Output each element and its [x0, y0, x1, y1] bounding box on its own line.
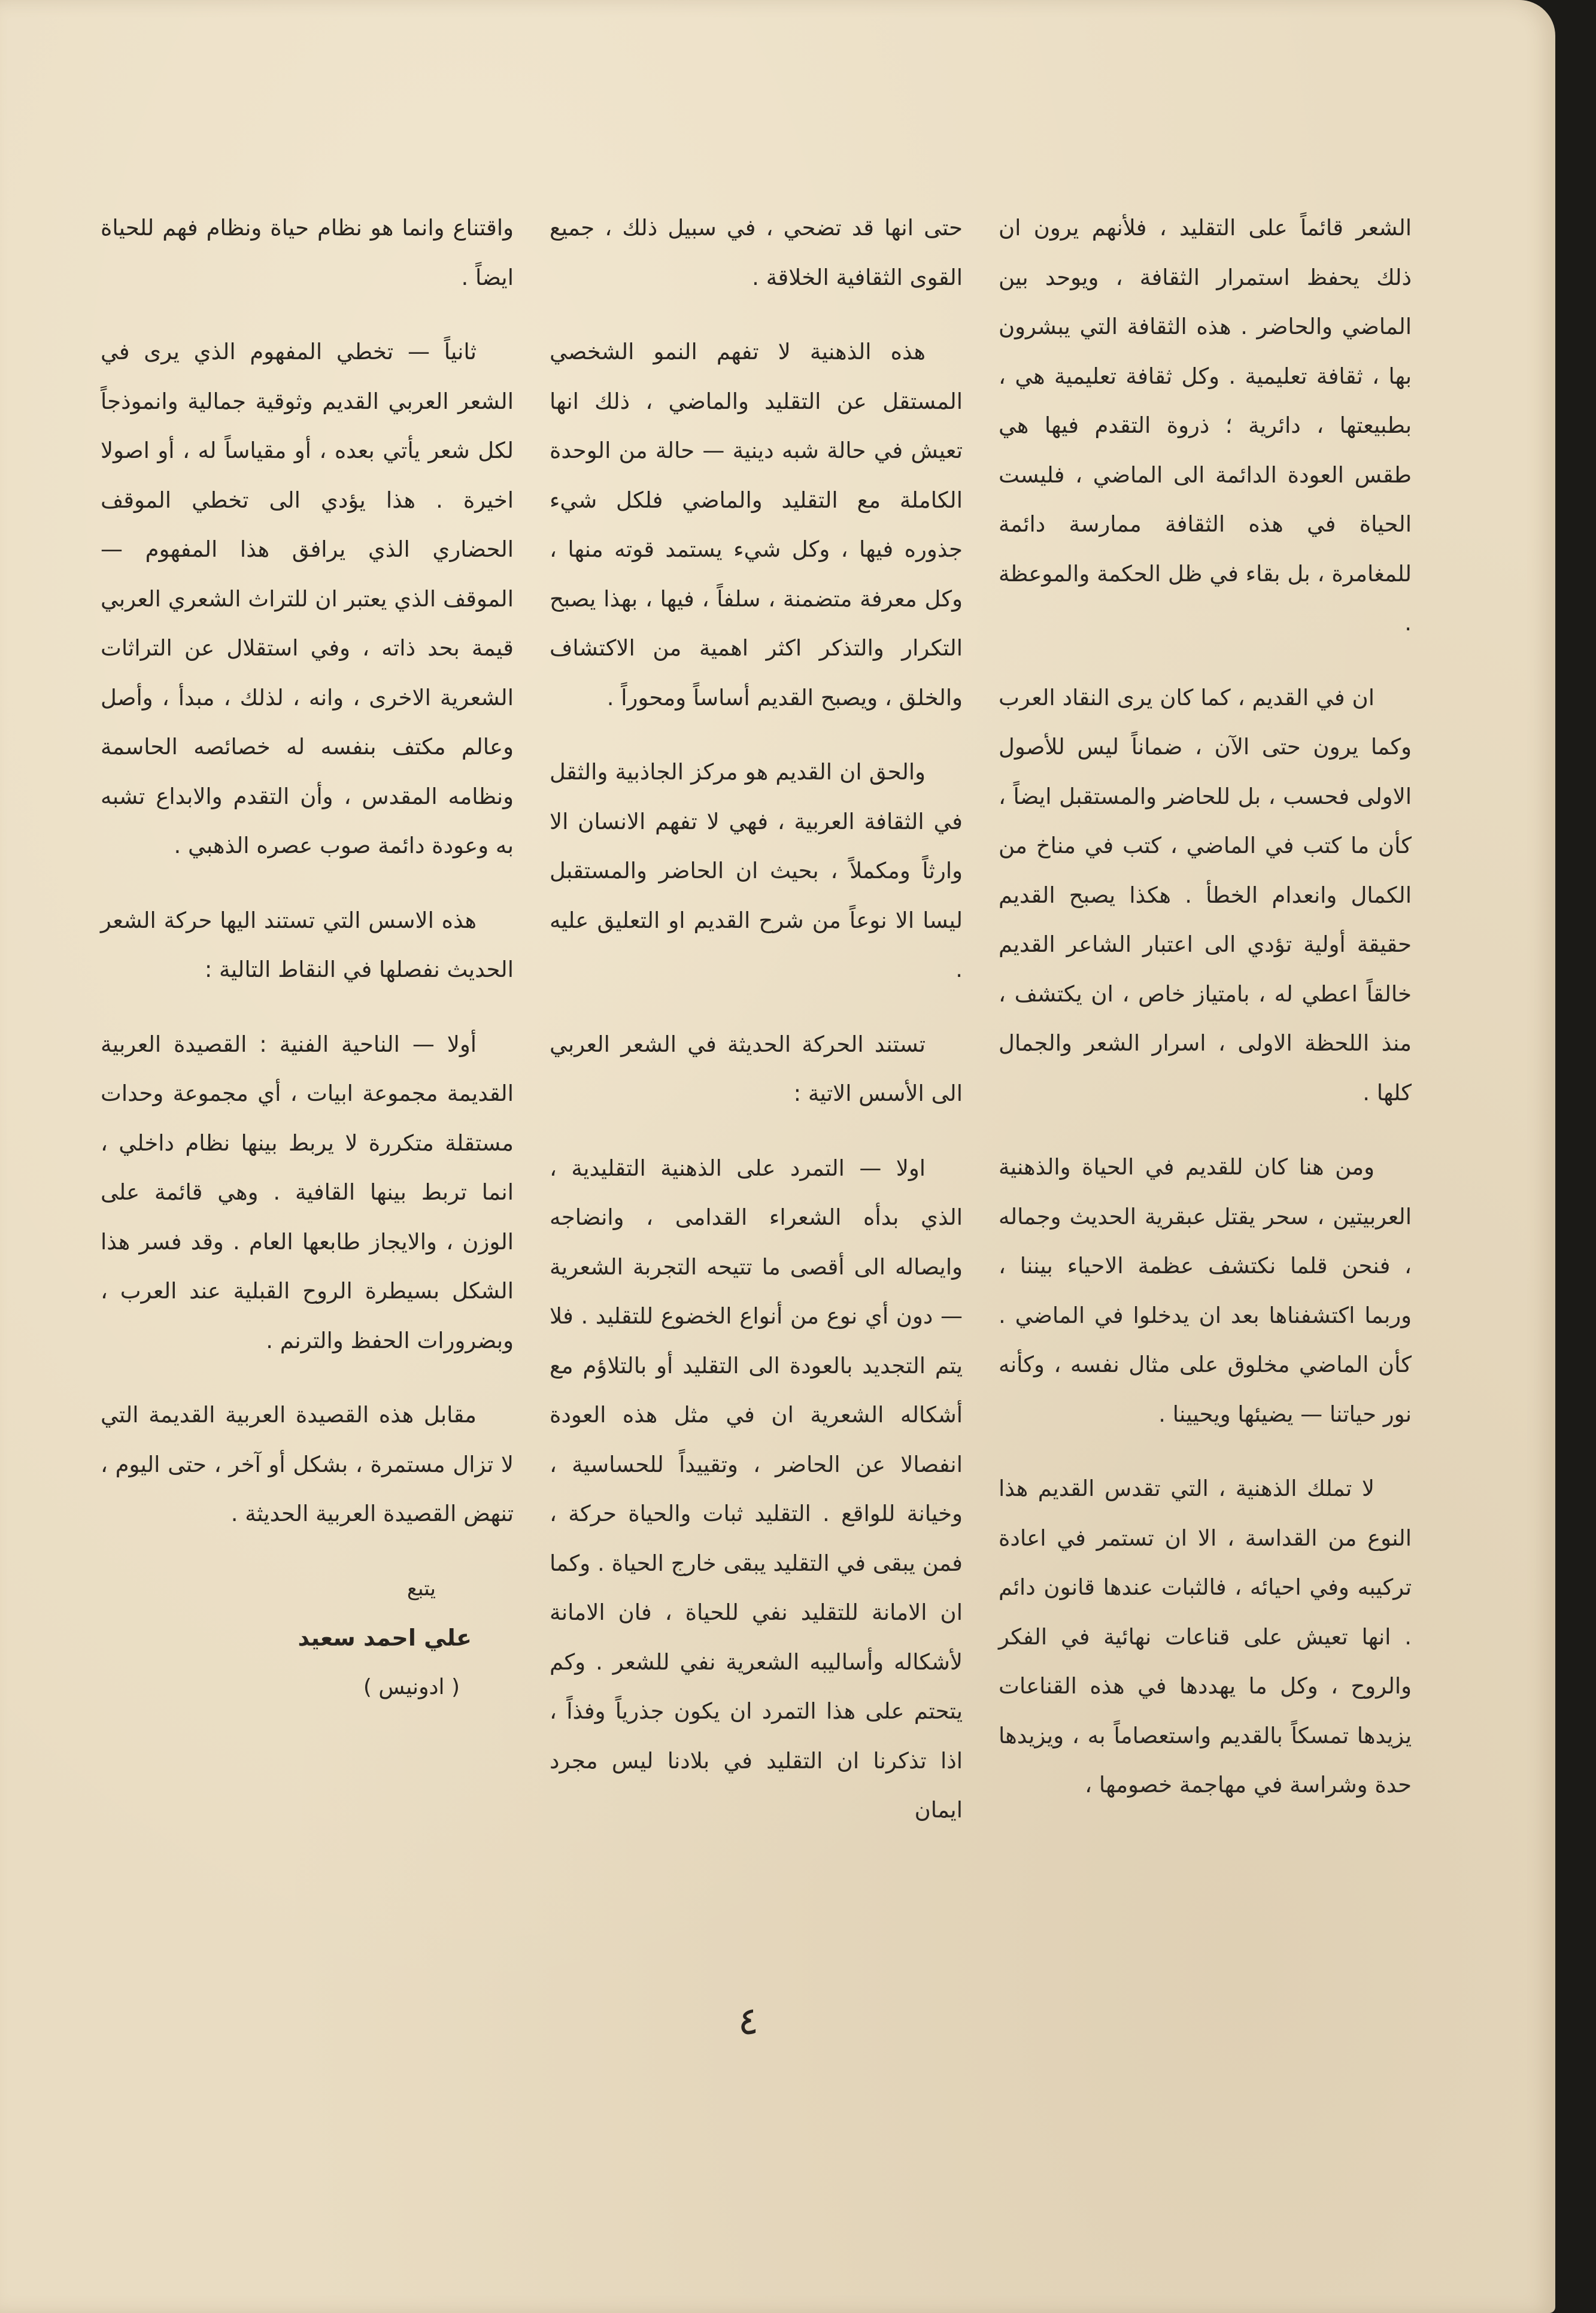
article-column-right: [999, 204, 1412, 1835]
paragraph: ان في القديم ، كما كان يرى النقاد العرب وكما يرون حتى الآن ، ضماناً ليس للأصول الاولى فحسب ، بل للحاضر والمستقبل ايضاً ، كأن ما كتب في الماضي ، كتب في مناخ من الكمال وانعدام الخطأ . هكذا يصبح القديم حقيقة أولية تؤدي الى اعتبار الشاعر القديم خالقاً اعطي له ، بامتياز خاص ، ان يكتشف ، منذ اللحظة الاولى ، اسرار الشعر والجمال كلها .: [999, 684, 1412, 1106]
paragraph: ثانياً — تخطي المفهوم الذي يرى في الشعر العربي القديم وثوقية جمالية وانموذجاً لكل شعر يأتي بعده ، أو مقياساً له ، أو اصولا اخيرة . هذا يؤدي الى تخطي الموقف الحضاري الذي يرافق هذا المفهوم — الموقف الذي يعتبر ان للتراث الشعري العربي قيمة بحد ذاته ، وفي استقلال عن التراثات الشعرية الاخرى ، وانه ، لذلك ، مبدأ ، وأصل وعالم مكتف بنفسه له خصائصه الحاسمة ونظامه المقدس ، وأن التقدم والابداع تشبه به وعودة دائمة صوب عصره الذهبي .: [101, 339, 514, 858]
paragraph: مقابل هذه القصيدة العربية القديمة التي لا تزال مستمرة ، بشكل أو آخر ، حتى اليوم ، تنهض القصيدة العربية الحديثة .: [101, 1402, 514, 1526]
paragraph: ومن هنا كان للقديم في الحياة والذهنية العربيتين ، سحر يقتل عبقرية الحديث وجماله ، فنحن قلما نكتشف عظمة الاحياء بيننا ، وربما اكتشفناها بعد ان يدخلوا في الماضي . كأن الماضي مخلوق على مثال نفسه ، وكأنه نور حياتنا — يضيئها ويحيينا .: [999, 1154, 1412, 1427]
paragraph: تستند الحركة الحديثة في الشعر العربي الى الأسس الاتية :: [550, 1031, 963, 1106]
author-name: علي احمد سعيد: [298, 1625, 472, 1651]
to-be-continued-note: يتبع: [406, 1576, 436, 1601]
article-column-left: [101, 204, 514, 1712]
paragraph: هذه الذهنية لا تفهم النمو الشخصي المستقل عن التقليد والماضي ، ذلك انها تعيش في حالة شبه دينية — حالة من الوحدة الكاملة مع التقليد والماضي فلكل شيء جذوره فيها ، وكل شيء يستمد قوته منها ، وكل معرفة متضمنة ، سلفاً ، فيها ، بهذا يصبح التكرار والتذكر اكثر اهمية من الاكتشاف والخلق ، ويصبح القديم أساساً ومحوراً .: [550, 339, 963, 711]
author-pen-name: ( ادونيس ): [363, 1674, 460, 1699]
paragraph: اولا — التمرد على الذهنية التقليدية ، الذي بدأه الشعراء القدامى ، وانضاجه وايصاله الى أقصى ما تتيحه التجربة الشعرية — دون أي نوع من أنواع الخضوع للتقليد . فلا يتم التجديد بالعودة الى التقليد أو بالتلاؤم مع أشكاله الشعرية ان في مثل هذه العودة انفصالا عن الحاضر ، وتقييداً للحساسية ، وخيانة للواقع . التقليد ثبات والحياة حركة ، فمن يبقى في التقليد يبقى خارج الحياة . وكما ان الامانة للتقليد نفي للحياة ، فان الامانة لأشكاله وأساليبه الشعرية نفي للشعر . وكم يتحتم على هذا التمرد ان يكون جذرياً وفذاً ، اذا تذكرنا ان التقليد في بلادنا ليس مجرد ايمان: [550, 1155, 963, 1823]
paragraph: هذه الاسس التي تستند اليها حركة الشعر الحديث نفصلها في النقاط التالية :: [101, 907, 514, 982]
article-column-middle: [550, 204, 963, 1860]
paragraph: الشعر قائماً على التقليد ، فلأنهم يرون ان ذلك يحفظ استمرار الثقافة ، ويوحد بين الماضي والحاضر . هذه الثقافة التي يبشرون بها ، ثقافة تعليمية . وكل ثقافة تعليمية هي ، بطبيعتها ، دائرية ؛ ذروة التقدم فيها هي طقس العودة الدائمة الى الماضي ، فليست الحياة في هذه الثقافة ممارسة دائمة للمغامرة ، بل بقاء في ظل الحكمة والموعظة .: [999, 215, 1412, 636]
page-number: ٤: [738, 1999, 759, 2044]
paragraph: لا تملك الذهنية ، التي تقدس القديم هذا النوع من القداسة ، الا ان تستمر في اعادة تركيبه وفي احيائه ، فالثبات عندها قانون دائم . انها تعيش على قناعات نهائية في الفكر والروح ، وكل ما يهددها في هذه القناعات يزيدها تمسكاً بالقديم واستعصاماً به ، ويزيدها حدة وشراسة في مهاجمة خصومها ،: [999, 1476, 1412, 1798]
paragraph: واقتناع وانما هو نظام حياة ونظام فهم للحياة ايضاً .: [101, 215, 514, 290]
paragraph: أولا — الناحية الفنية : القصيدة العربية القديمة مجموعة ابيات ، أي مجموعة وحدات مستقلة متكررة لا يربط بينها نظام داخلي ، انما تربط بينها القافية . وهي قائمة على الوزن ، والايجاز طابعها العام . وقد فسر هذا الشكل بسيطرة الروح القبلية عند العرب ، وبضرورات الحفظ والترنم .: [101, 1031, 514, 1353]
paragraph: والحق ان القديم هو مركز الجاذبية والثقل في الثقافة العربية ، فهي لا تفهم الانسان الا وارثاً ومكملاً ، بحيث ان الحاضر والمستقبل ليسا الا نوعاً من شرح القديم او التعليق عليه .: [550, 759, 963, 982]
author-signature: [101, 1564, 514, 1713]
paragraph: حتى انها قد تضحي ، في سبيل ذلك ، جميع القوى الثقافية الخلاقة .: [550, 215, 963, 290]
